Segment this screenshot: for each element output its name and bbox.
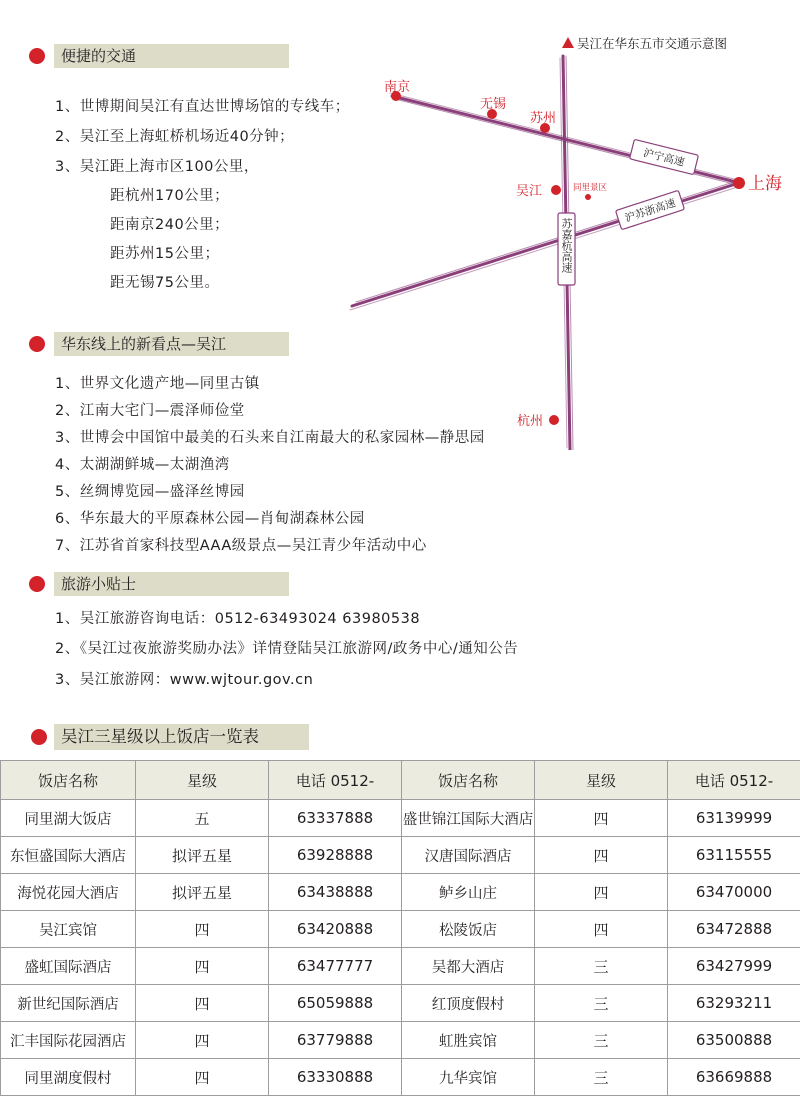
table-cell: 四 <box>535 874 668 911</box>
table-cell: 五 <box>136 800 269 837</box>
traffic-line: 距杭州170公里； <box>110 188 230 204</box>
hangzhou-dot-icon <box>549 415 559 425</box>
table-cell: 四 <box>535 800 668 837</box>
table-cell: 新世纪国际酒店 <box>1 985 136 1022</box>
traffic-line: 距南京240公里； <box>110 217 230 233</box>
wujiang-dot-icon <box>551 185 561 195</box>
header-cell: 饭店名称 <box>1 761 136 800</box>
table-cell: 63438888 <box>269 874 402 911</box>
bullet-dot-icon <box>29 336 45 352</box>
traffic-line: 3、吴江距上海市区100公里， <box>55 159 259 175</box>
table-cell: 四 <box>136 911 269 948</box>
city-suzhou: 苏州 <box>530 111 557 126</box>
table-cell: 同里湖度假村 <box>1 1059 136 1096</box>
sight-line: 2、江南大宅门—震泽师俭堂 <box>55 403 245 419</box>
hotel-table <box>0 760 800 1096</box>
city-wujiang: 吴江 <box>516 184 543 199</box>
table-cell: 63420888 <box>269 911 402 948</box>
table-cell: 63470000 <box>668 874 800 911</box>
table-row <box>1 1059 800 1096</box>
table-cell: 盛虹国际酒店 <box>1 948 136 985</box>
table-cell: 63472888 <box>668 911 800 948</box>
city-wuxi: 无锡 <box>480 97 507 112</box>
city-hangzhou: 杭州 <box>517 414 544 429</box>
bullet-dot-icon <box>29 576 45 592</box>
table-cell: 三 <box>535 1022 668 1059</box>
shanghai-dot-icon <box>733 177 745 189</box>
table-cell: 四 <box>136 1059 269 1096</box>
header-cell: 星级 <box>136 761 269 800</box>
husuzhe-highway <box>350 180 744 310</box>
table-cell: 三 <box>535 1059 668 1096</box>
sight-line: 7、江苏省首家科技型AAA级景点—吴江青少年活动中心 <box>55 538 427 554</box>
sujiahang-label: 苏嘉杭高速 <box>560 218 573 273</box>
table-cell: 同里湖大饭店 <box>1 800 136 837</box>
section-title-traffic: 便捷的交通 <box>54 44 289 68</box>
sight-line: 4、太湖湖鲜城—太湖渔湾 <box>55 457 230 473</box>
table-cell: 盛世锦江国际大酒店 <box>402 800 535 837</box>
table-cell: 汇丰国际花园酒店 <box>1 1022 136 1059</box>
table-cell: 虹胜宾馆 <box>402 1022 535 1059</box>
header-cell: 电话 0512- <box>668 761 800 800</box>
traffic-line: 2、吴江至上海虹桥机场近40分钟； <box>55 129 295 145</box>
header-cell: 电话 0512- <box>269 761 402 800</box>
table-cell: 红顶度假村 <box>402 985 535 1022</box>
tip-line: 1、吴江旅游咨询电话：0512-63493024 63980538 <box>55 611 421 627</box>
sight-line: 3、世博会中国馆中最美的石头来自江南最大的私家园林—静思园 <box>55 430 485 446</box>
table-cell: 三 <box>535 948 668 985</box>
bullet-dot-icon <box>31 729 47 745</box>
section-title-hotels: 吴江三星级以上饭店一览表 <box>54 724 309 750</box>
huning-label: 沪宁高速 <box>641 147 686 169</box>
table-cell: 拟评五星 <box>136 874 269 911</box>
table-cell: 63779888 <box>269 1022 402 1059</box>
map-caption: 吴江在华东五市交通示意图 <box>577 36 728 51</box>
sight-line: 5、丝绸博览园—盛泽丝博园 <box>55 484 245 500</box>
tip-line: 2、《吴江过夜旅游奖励办法》详情登陆吴江旅游网/政务中心/通知公告 <box>55 641 519 657</box>
table-row <box>1 985 800 1022</box>
table-cell: 九华宾馆 <box>402 1059 535 1096</box>
table-cell: 松陵饭店 <box>402 911 535 948</box>
section-title-tips: 旅游小贴士 <box>54 572 289 596</box>
table-cell: 拟评五星 <box>136 837 269 874</box>
table-cell: 东恒盛国际大酒店 <box>1 837 136 874</box>
city-nanjing: 南京 <box>384 80 411 95</box>
table-row <box>1 911 800 948</box>
table-cell: 三 <box>535 985 668 1022</box>
husuzhe-label-box <box>616 190 685 229</box>
table-row <box>1 800 800 837</box>
table-cell: 海悦花园大酒店 <box>1 874 136 911</box>
table-cell: 四 <box>136 985 269 1022</box>
table-cell: 63139999 <box>668 800 800 837</box>
table-row <box>1 874 800 911</box>
tip-line: 3、吴江旅游网：www.wjtour.gov.cn <box>55 672 314 688</box>
sujiahang-label-box <box>558 213 575 285</box>
table-row <box>1 948 800 985</box>
traffic-map <box>340 30 800 450</box>
table-cell: 汉唐国际酒店 <box>402 837 535 874</box>
header-cell: 饭店名称 <box>402 761 535 800</box>
traffic-line: 1、世博期间吴江有直达世博场馆的专线车； <box>55 99 350 115</box>
traffic-line: 距苏州15公里； <box>110 246 220 262</box>
table-header-row <box>1 761 800 800</box>
table-cell: 63669888 <box>668 1059 800 1096</box>
city-tongli: 同里景区 <box>573 183 608 193</box>
tongli-dot-icon <box>585 194 591 200</box>
city-shanghai: 上海 <box>748 174 782 194</box>
section-title-sights: 华东线上的新看点—吴江 <box>54 332 289 356</box>
table-cell: 63500888 <box>668 1022 800 1059</box>
table-cell: 63928888 <box>269 837 402 874</box>
table-cell: 四 <box>136 948 269 985</box>
table-cell: 63477777 <box>269 948 402 985</box>
table-row <box>1 837 800 874</box>
table-cell: 63427999 <box>668 948 800 985</box>
table-cell: 四 <box>136 1022 269 1059</box>
table-cell: 吴都大酒店 <box>402 948 535 985</box>
table-cell: 四 <box>535 911 668 948</box>
table-row <box>1 1022 800 1059</box>
table-cell: 四 <box>535 837 668 874</box>
caption-triangle-icon <box>562 37 574 48</box>
table-cell: 63337888 <box>269 800 402 837</box>
table-cell: 63115555 <box>668 837 800 874</box>
sight-line: 6、华东最大的平原森林公园—肖甸湖森林公园 <box>55 511 365 527</box>
table-cell: 鲈乡山庄 <box>402 874 535 911</box>
bullet-dot-icon <box>29 48 45 64</box>
sight-line: 1、世界文化遗产地—同里古镇 <box>55 376 260 392</box>
huning-label-box <box>630 139 699 174</box>
table-cell: 吴江宾馆 <box>1 911 136 948</box>
husuzhe-label: 沪苏浙高速 <box>623 197 678 225</box>
table-cell: 65059888 <box>269 985 402 1022</box>
table-cell: 63330888 <box>269 1059 402 1096</box>
header-cell: 星级 <box>535 761 668 800</box>
table-cell: 63293211 <box>668 985 800 1022</box>
traffic-line: 距无锡75公里。 <box>110 275 220 291</box>
